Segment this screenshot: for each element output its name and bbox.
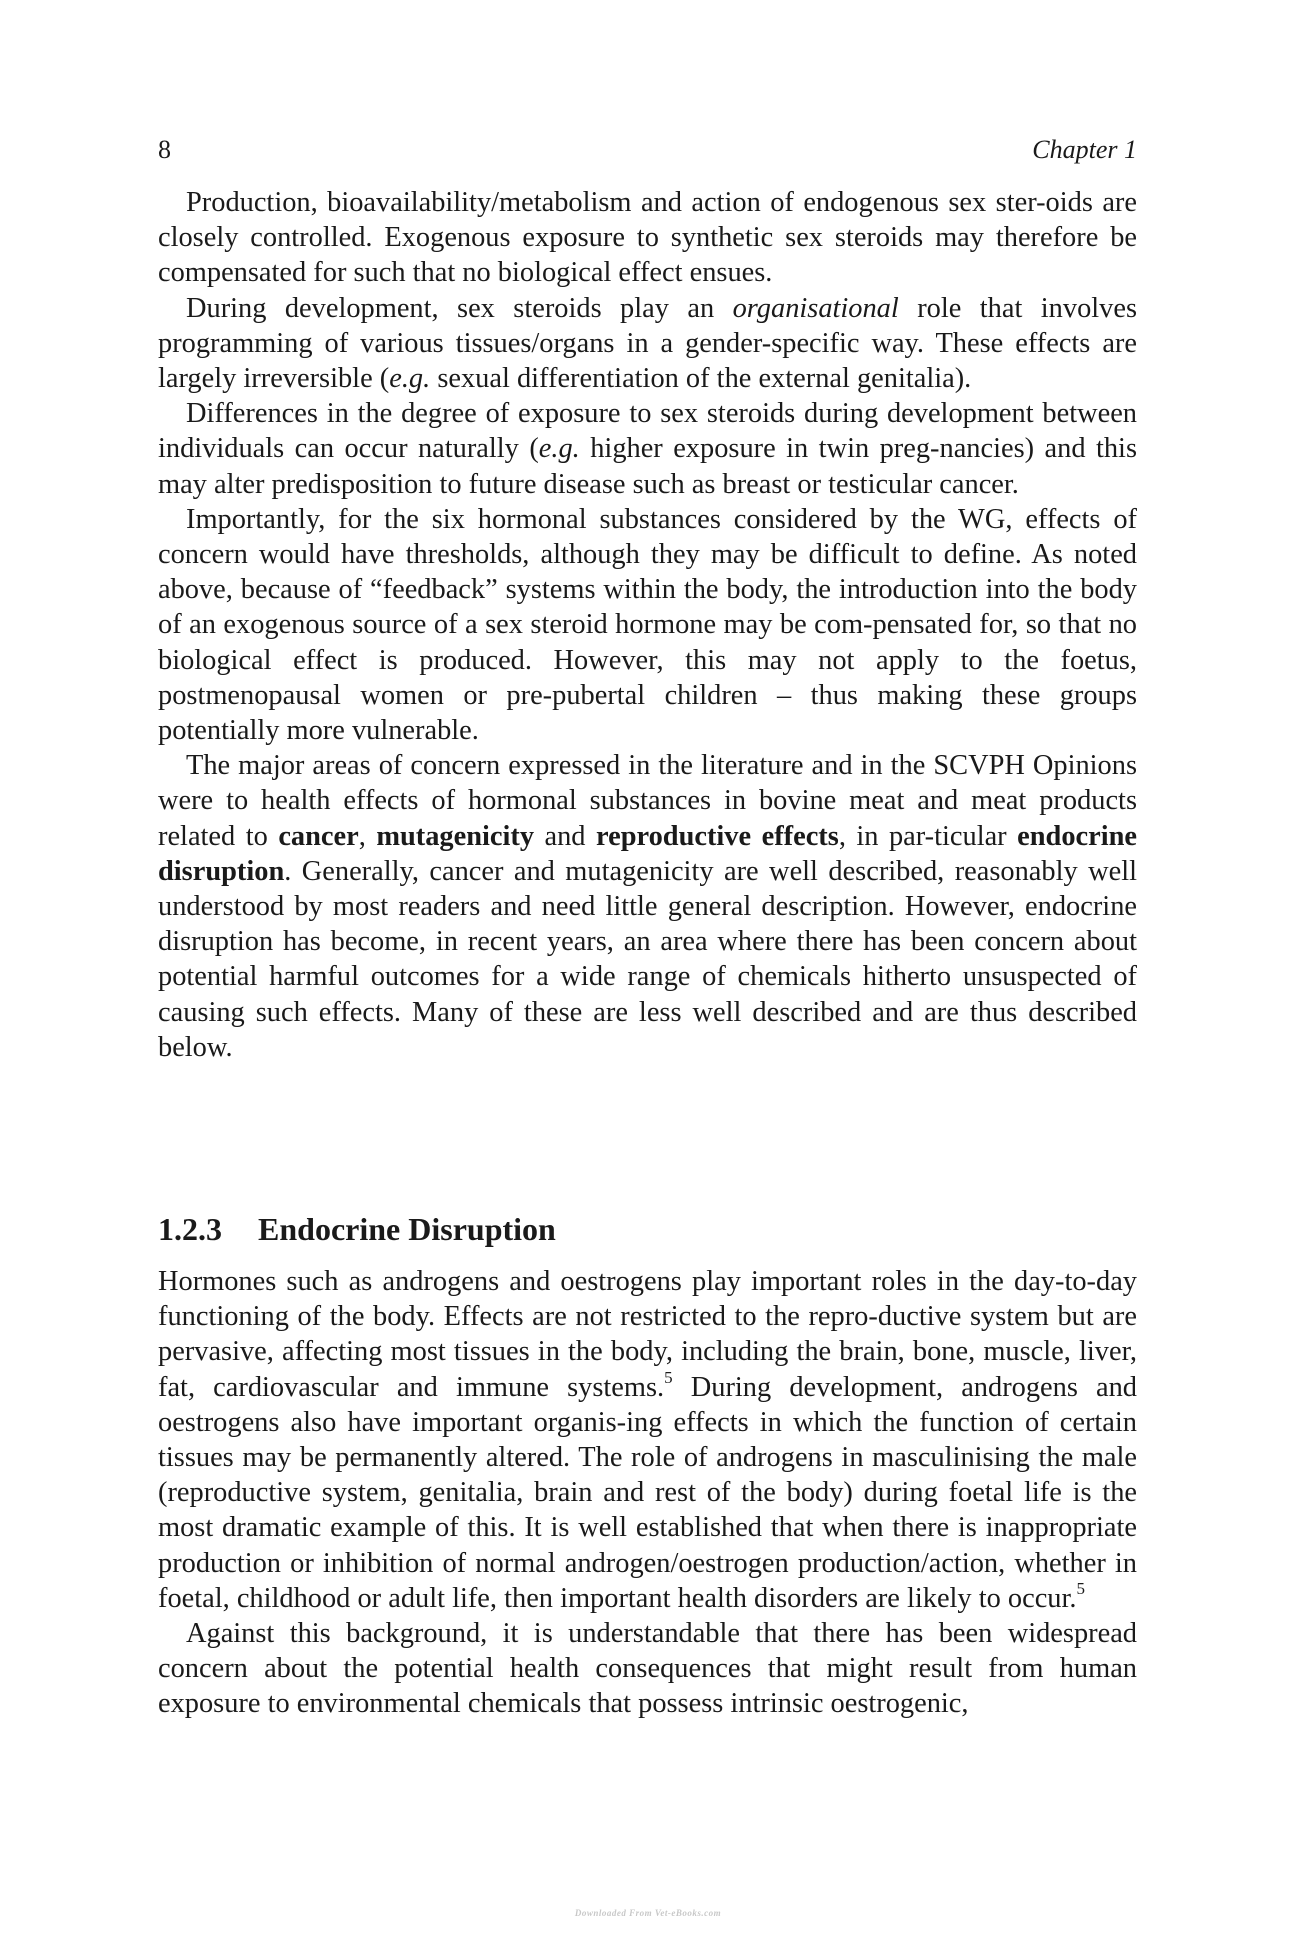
paragraph-2: During development, sex steroids play an organisational role that involves programming of various tissues/organs in a gender-specific way. These effects are largely irreversible (e.g. sexual differentiation of the external genitalia). xyxy=(158,292,1137,395)
citation-superscript: 5 xyxy=(664,1367,673,1387)
upper-body-text xyxy=(158,185,1137,1065)
bold-term-mutagenicity: mutagenicity xyxy=(376,820,535,852)
italic-abbrev: e.g. xyxy=(538,433,580,465)
paragraph-1: Production, bioavailability/metabolism and action of endogenous sex ster-oids are closely controlled. Exogenous exposure to synthetic sex steroids may therefore be compensated for such that no biological effect ensues. xyxy=(158,187,1137,289)
italic-abbrev: e.g. xyxy=(389,363,431,395)
section-heading xyxy=(158,1209,556,1249)
section-number: 1.2.3 xyxy=(158,1211,222,1247)
running-head xyxy=(158,133,1137,167)
italic-term: organisational xyxy=(732,292,899,324)
chapter-label: Chapter 1 xyxy=(1032,135,1137,164)
citation-superscript: 5 xyxy=(1076,1578,1085,1598)
download-watermark: Downloaded From Vet-eBooks.com xyxy=(574,1908,722,1918)
bold-term-reproductive-effects: reproductive effects xyxy=(596,820,839,852)
bold-term-endocrine-disruption: endocrine disruption xyxy=(158,820,1137,887)
bold-term-cancer: cancer xyxy=(278,820,359,852)
paragraph-3: Differences in the degree of exposure to sex steroids during development between individuals can occur naturally (e.g. higher exposure in twin preg-nancies) and this may alter predisposition to future disease such as breast or testicular cancer. xyxy=(158,398,1137,500)
section-paragraph-1: Hormones such as androgens and oestrogens play important roles in the day-to-day functioning of the body. Effects are not restricted to the repro-ductive system but are pervasive, affecting most tissues in the body, including the brain, bone, muscle, liver, fat, cardiovascular and immune systems.$^5$ During development, androgens and oestrogens also have important organis-ing effects in which the function of certain tissues may be permanently altered. The role of androgens in masculinising the male (reproductive system, genitalia, brain and rest of the body) during foetal life is the most dramatic example of this. It is well established that when there is inappropriate production or inhibition of normal androgen/oestrogen production/action, whether in foetal, childhood or adult life, then important health disorders are likely to occur.$^5$ xyxy=(158,1266,1138,1614)
paragraph-4: Importantly, for the six hormonal substances considered by the WG, effects of concern would have thresholds, although they may be difficult to define. As noted above, because of “feedback” systems within the body, the introduction into the body of an exogenous source of a sex steroid hormone may be com-pensated for, so that no biological effect is produced. However, this may not apply to the foetus, postmenopausal women or pre-pubertal children – thus making these groups potentially more vulnerable. xyxy=(158,503,1137,747)
section-title: Endocrine Disruption xyxy=(258,1211,556,1247)
section-body-text xyxy=(158,1264,1137,1722)
paragraph-5: The major areas of concern expressed in the literature and in the SCVPH Opinions were to health effects of hormonal substances in bovine meat and meat products related to cancer, mutagenicity and reproductive effects, in par-ticular endocrine disruption. Generally, cancer and mutagenicity are well described, reasonably well understood by most readers and need little general description. However, endocrine disruption has become, in recent years, an area where there has been concern about potential harmful outcomes for a wide range of chemicals hitherto unsuspected of causing such effects. Many of these are less well described and are thus described below. xyxy=(158,750,1137,1063)
page-number: 8 xyxy=(158,135,171,164)
section-paragraph-2: Against this background, it is understandable that there has been widespread concern about the potential health consequences that might result from human exposure to environmental chemicals that possess intrinsic oestrogenic, xyxy=(158,1618,1137,1720)
